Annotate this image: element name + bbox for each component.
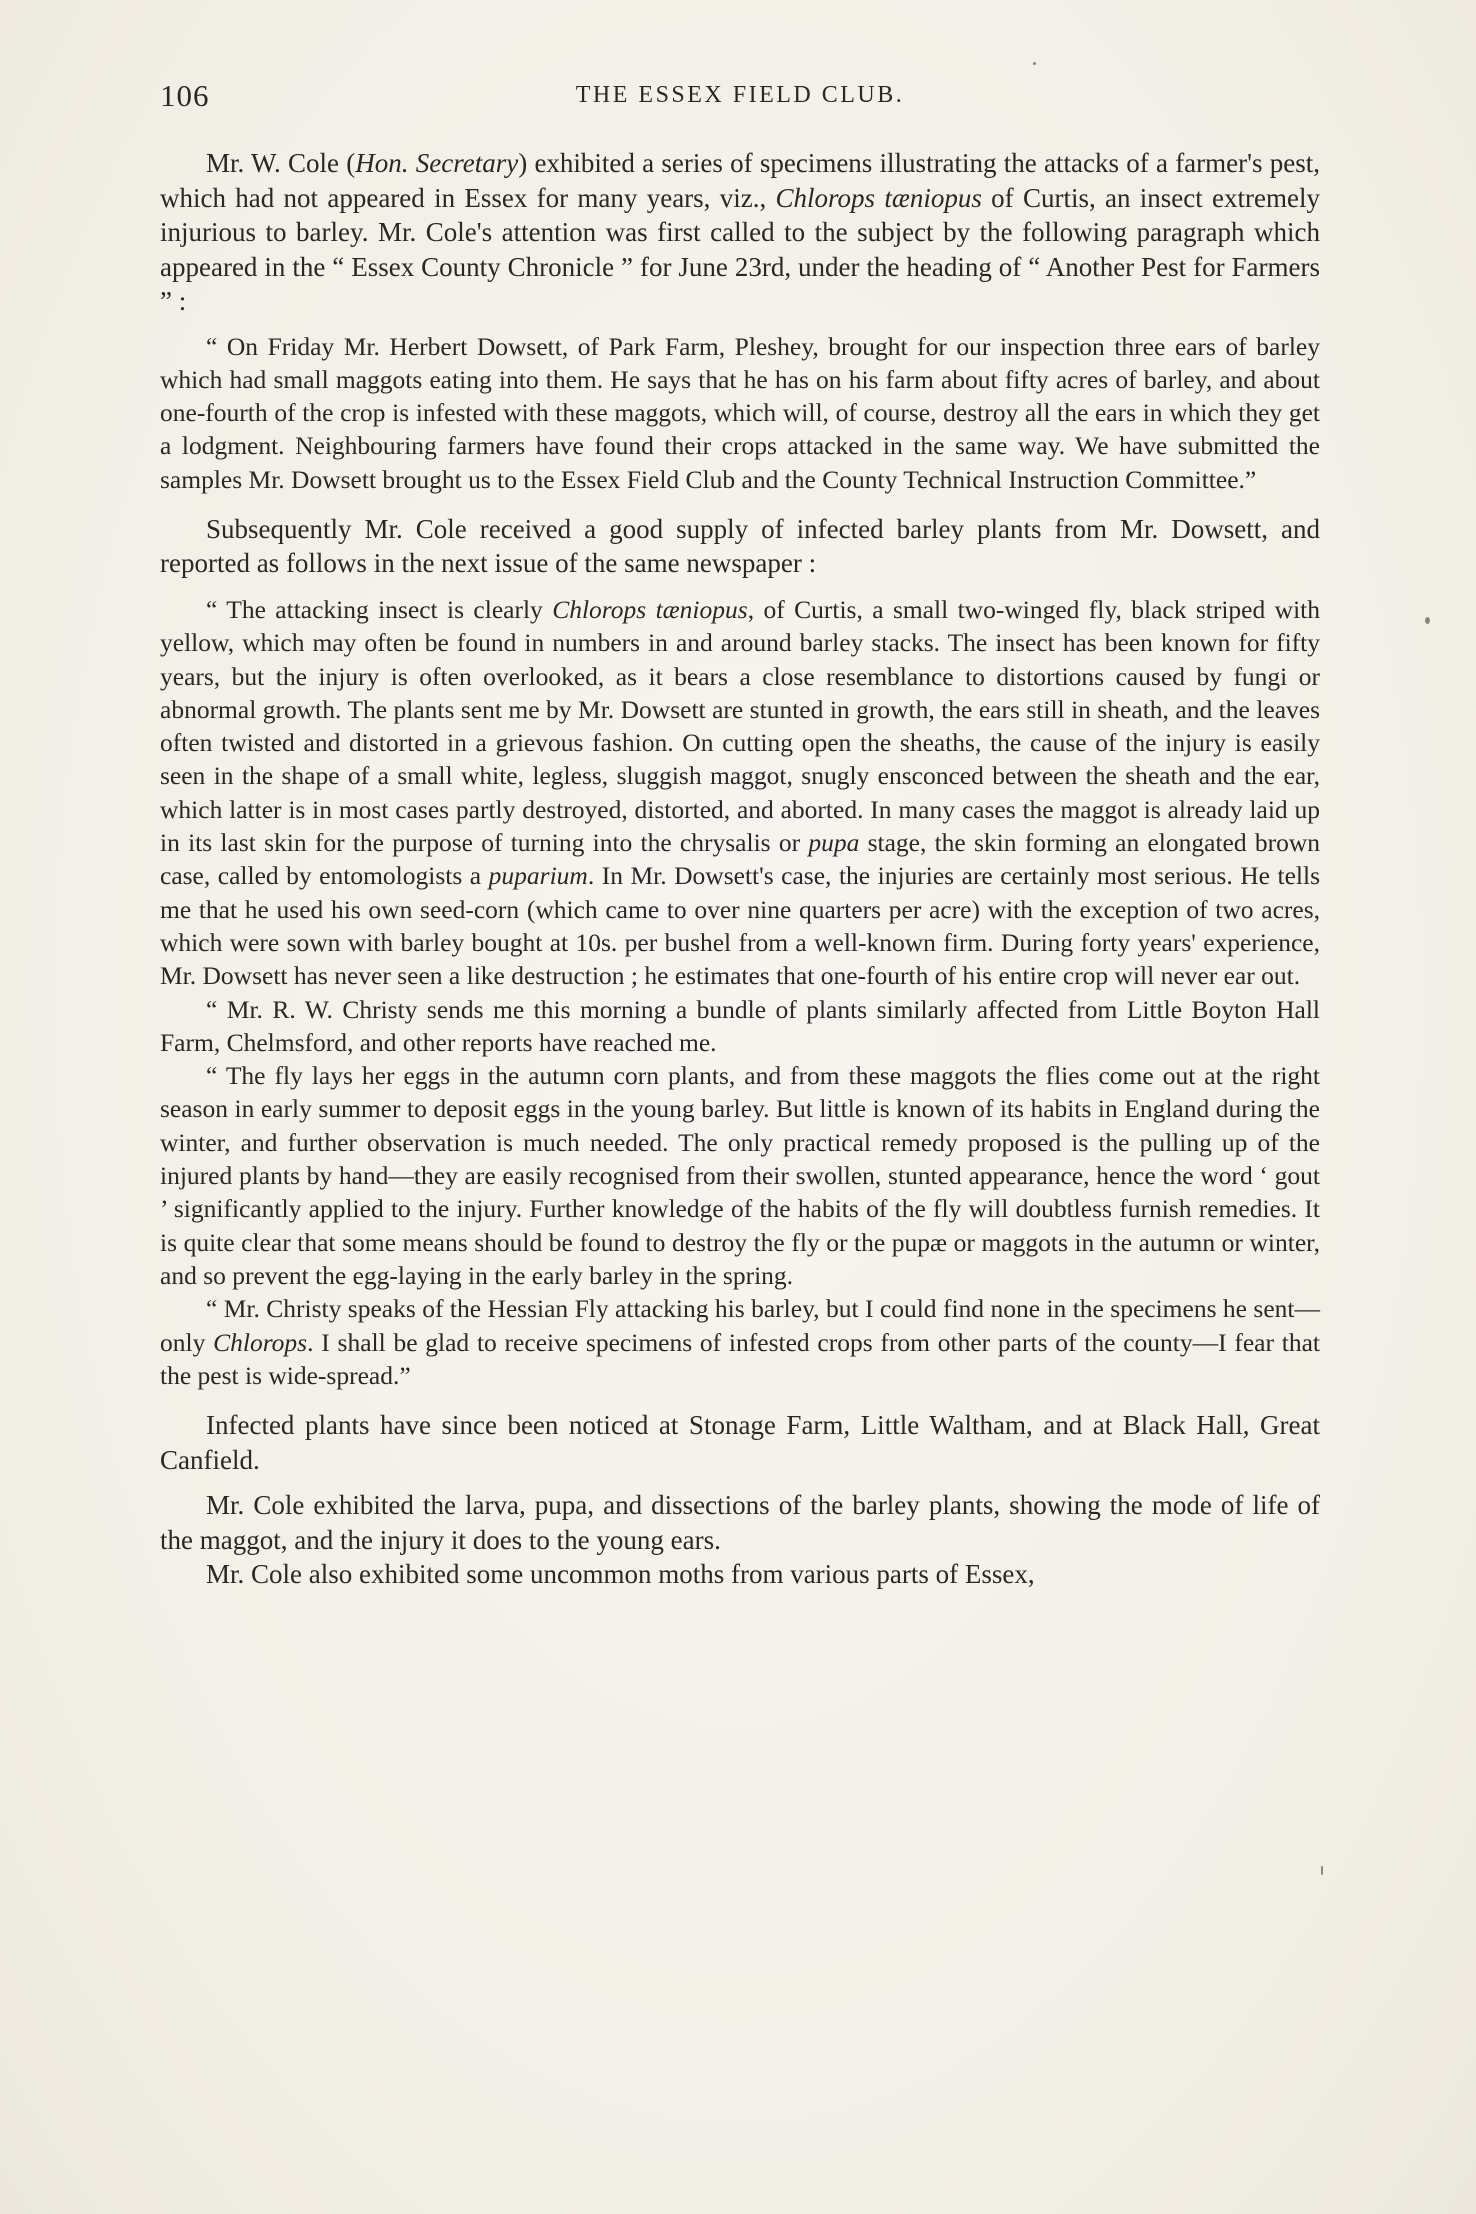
paragraph-subsequent-report: Subsequently Mr. Cole received a good supply of infected barley plants from Mr. Dowsett, and reported as follows in the next issue of the same newspaper : [160,513,1320,579]
quote-report-hessian-fly: “ Mr. Christy speaks of the Hessian Fly attacking his barley, but I could find none in the specimens he sent—only Chlorops. I shall be glad to receive specimens of infested crops from other parts of the county—I fear that the pest is wide-spread.” [160,1294,1320,1390]
quote-report-fly-habits: “ The fly lays her eggs in the autumn corn plants, and from these maggots the flies come out at the right season in early summer to deposit eggs in the young barley. But little is known of its habits in England during the winter, and further observation is much needed. The only practical remedy proposed is the pulling up of the injured plants by hand—they are easily recognised from their swollen, stunted appearance, hence the word ‘ gout ’ significantly applied to the injury. Further knowledge of the habits of the fly will doubtless furnish remedies. It is quite clear that some means should be found to destroy the fly or the pupæ or maggots in the autumn or winter, and so prevent the egg-laying in the early barley in the spring. [160,1061,1320,1290]
body-text [160,146,1320,1592]
page-header [160,78,1320,122]
paper-speck [1033,62,1036,65]
quote-report-christy: “ Mr. R. W. Christy sends me this morning a bundle of plants similarly affected from Little Boyton Hall Farm, Chelmsford, and other reports have reached me. [160,994,1320,1057]
paragraph-cole-exhibit: Mr. W. Cole (Hon. Secretary) exhibited a series of specimens illustrating the attacks of a farmer's pest, which had not appeared in Essex for many years, viz., Chlorops tæniopus of Curtis, an insect extremely injurious to barley. Mr. Cole's attention was first called to the subject by the following paragraph which appeared in the “ Essex County Chronicle ” for June 23rd, under the heading of “ Another Pest for Farmers ” : [160,148,1320,316]
running-head: THE ESSEX FIELD CLUB. [575,82,905,108]
paragraph-larva-exhibit: Mr. Cole exhibited the larva, pupa, and dissections of the barley plants, showing the mode of life of the maggot, and the injury it does to the young ears. [160,1490,1320,1555]
paper-speck [1425,617,1430,624]
paper-speck [1321,1866,1323,1875]
quote-chronicle-paragraph: “ On Friday Mr. Herbert Dowsett, of Park Farm, Pleshey, brought for our inspection three ears of barley which had small maggots eating into them. He says that he has on his farm about fifty acres of barley, and about one-fourth of the crop is infested with these maggots, which will, of course, destroy all the ears in which they get a lodgment. Neighbouring farmers have found their crops attacked in the same way. We have submitted the samples Mr. Dowsett brought us to the Essex Field Club and the County Technical Instruction Committee.” [160,331,1320,494]
paragraph-moths-exhibit: Mr. Cole also exhibited some uncommon moths from various parts of Essex, [206,1559,1035,1590]
quote-report-insect: “ The attacking insect is clearly Chlorops tæniopus, of Curtis, a small two-winged fly, black striped with yellow, which may often be found in numbers in and around barley stacks. The insect has been known for fifty years, but the injury is often overlooked, as it bears a close resemblance to distortions caused by fungi or abnormal growth. The plants sent me by Mr. Dowsett are stunted in growth, the ears still in sheath, and the leaves often twisted and distorted in a grievous fashion. On cutting open the sheaths, the cause of the injury is easily seen in the shape of a small white, legless, sluggish maggot, snugly ensconced between the sheath and the ear, which latter is in most cases partly destroyed, distorted, and aborted. In many cases the maggot is already laid up in its last skin for the purpose of turning into the chrysalis or pupa stage, the skin forming an elongated brown case, called by entomologists a puparium. In Mr. Dowsett's case, the injuries are certainly most serious. He tells me that he used his own seed-corn (which came to over nine quarters per acre) with the exception of two acres, which were sown with barley bought at 10s. per bushel from a well-known firm. During forty years' experience, Mr. Dowsett has never seen a like destruction ; he estimates that one-fourth of his entire crop will never ear out. [160,594,1321,991]
paragraph-infected-plants: Infected plants have since been noticed at Stonage Farm, Little Waltham, and at Black Hall, Great Canfield. [160,1410,1320,1475]
page-number: 106 [160,78,210,113]
